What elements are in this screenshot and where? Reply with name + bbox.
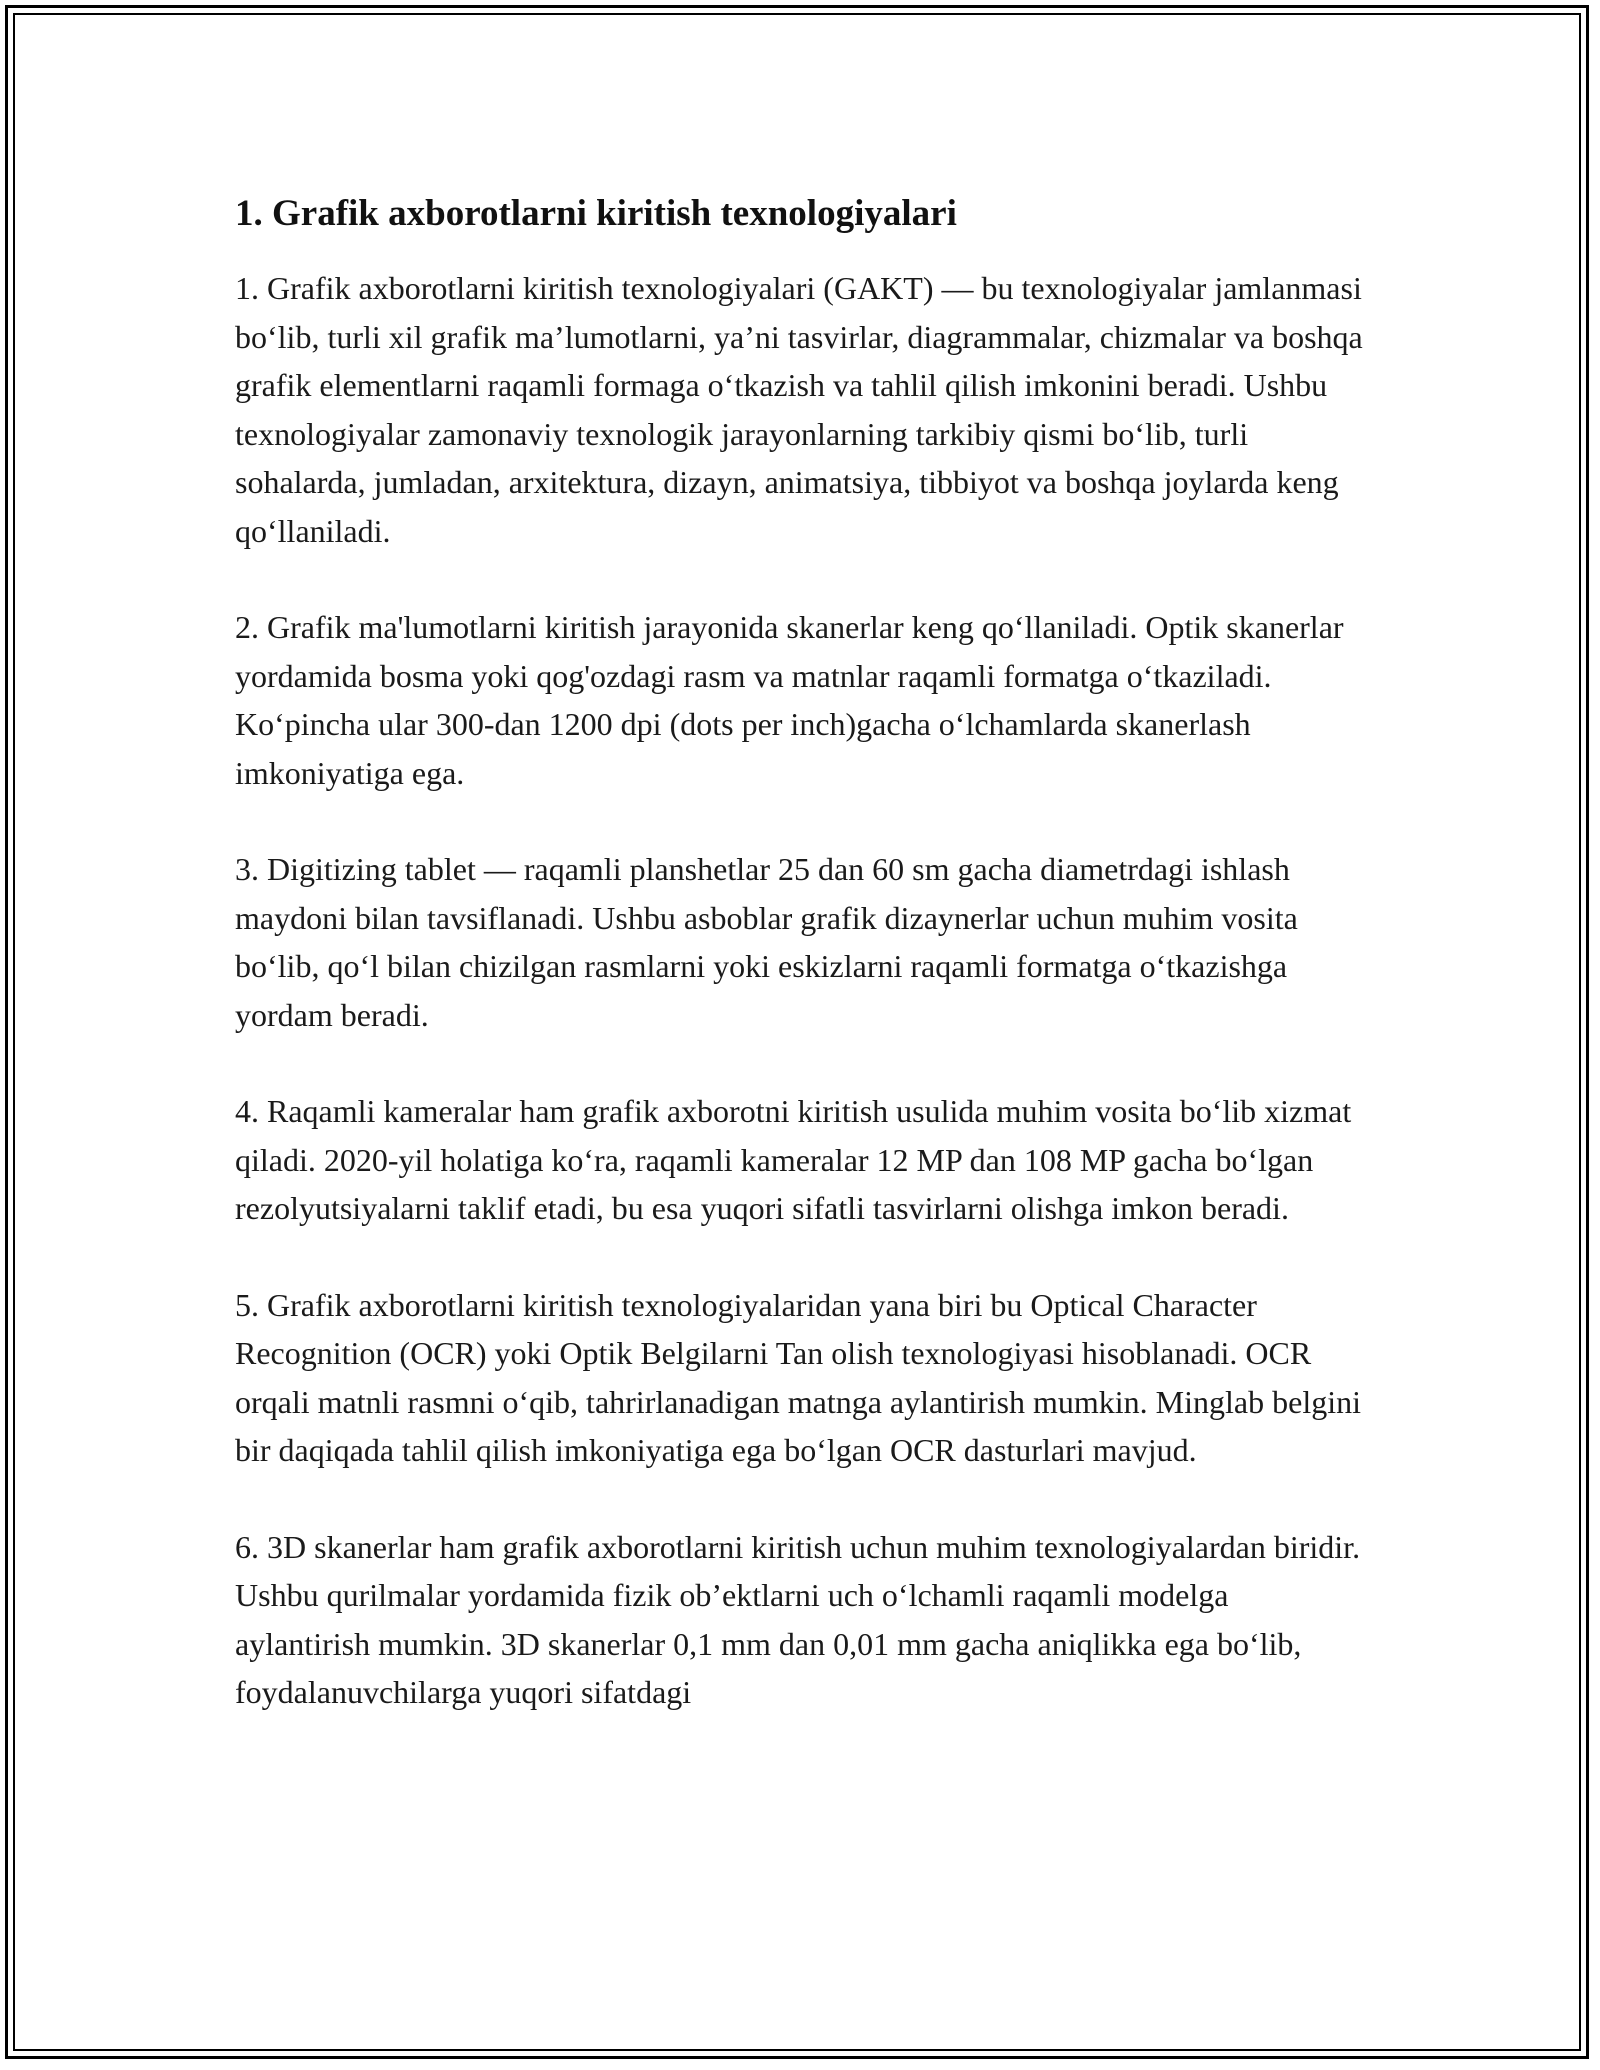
paragraph-2: 2. Grafik ma'lumotlarni kiritish jarayonida skanerlar keng qo‘llaniladi. Optik skanerlar yordamida bosma yoki qog'ozdagi rasm va matnlar raqamli formatga o‘tkaziladi. Ko‘pincha ular 300-dan 1200 dpi (dots per inch)gacha o‘lchamlarda skanerlash imkoniyatiga ega. xyxy=(235,609,1344,791)
paragraph-1: 1. Grafik axborotlarni kiritish texnologiyalari (GAKT) — bu texnologiyalar jamlanmasi bo‘lib, turli xil grafik ma’lumotlarni, ya’ni tasvirlar, diagrammalar, chizmalar va boshqa grafik elementlarni raqamli formaga o‘tkazish va tahlil qilish imkonini beradi. Ushbu texnologiyalar zamonaviy texnologik jarayonlarning tarkibiy qismi bo‘lib, turli sohalarda, jumladan, arxitektura, dizayn, animatsiya, tibbiyot va boshqa joylarda keng qo‘llaniladi. xyxy=(235,270,1363,549)
paragraph-3: 3. Digitizing tablet — raqamli planshetlar 25 dan 60 sm gacha diametrdagi ishlash maydoni bilan tavsiflanadi. Ushbu asboblar grafik dizaynerlar uchun muhim vosita bo‘lib, qo‘l bilan chizilgan rasmlarni yoki eskizlarni raqamli formatga o‘tkazishga yordam beradi. xyxy=(235,851,1298,1033)
paragraph-6: 6. 3D skanerlar ham grafik axborotlarni kiritish uchun muhim texnologiyalardan biridir. Ushbu qurilmalar yordamida fizik ob’ektlarni uch o‘lchamli raqamli modelga aylantirish mumkin. 3D skanerlar 0,1 mm dan 0,01 mm gacha aniqlikka ega bo‘lib, foydalanuvchilarga yuqori sifatdagi xyxy=(235,1528,1361,1710)
document-body xyxy=(235,188,1365,1765)
paragraph-5: 5. Grafik axborotlarni kiritish texnologiyalaridan yana biri bu Optical Character Recognition (OCR) yoki Optik Belgilarni Tan olish texnologiyasi hisoblanadi. OCR orqali matnli rasmni o‘qib, tahrirlanadigan matnga aylantirish mumkin. Minglab belgini bir daqiqada tahlil qilish imkoniyatiga ega bo‘lgan OCR dasturlari mavjud. xyxy=(235,1286,1361,1468)
paragraph-4: 4. Raqamli kameralar ham grafik axborotni kiritish usulida muhim vosita bo‘lib xizmat qiladi. 2020-yil holatiga ko‘ra, raqamli kameralar 12 MP dan 108 MP gacha bo‘lgan rezolyutsiyalarni taklif etadi, bu esa yuqori sifatli tasvirlarni olishga imkon beradi. xyxy=(235,1093,1352,1226)
document-heading: 1. Grafik axborotlarni kiritish texnologiyalari xyxy=(235,193,957,234)
